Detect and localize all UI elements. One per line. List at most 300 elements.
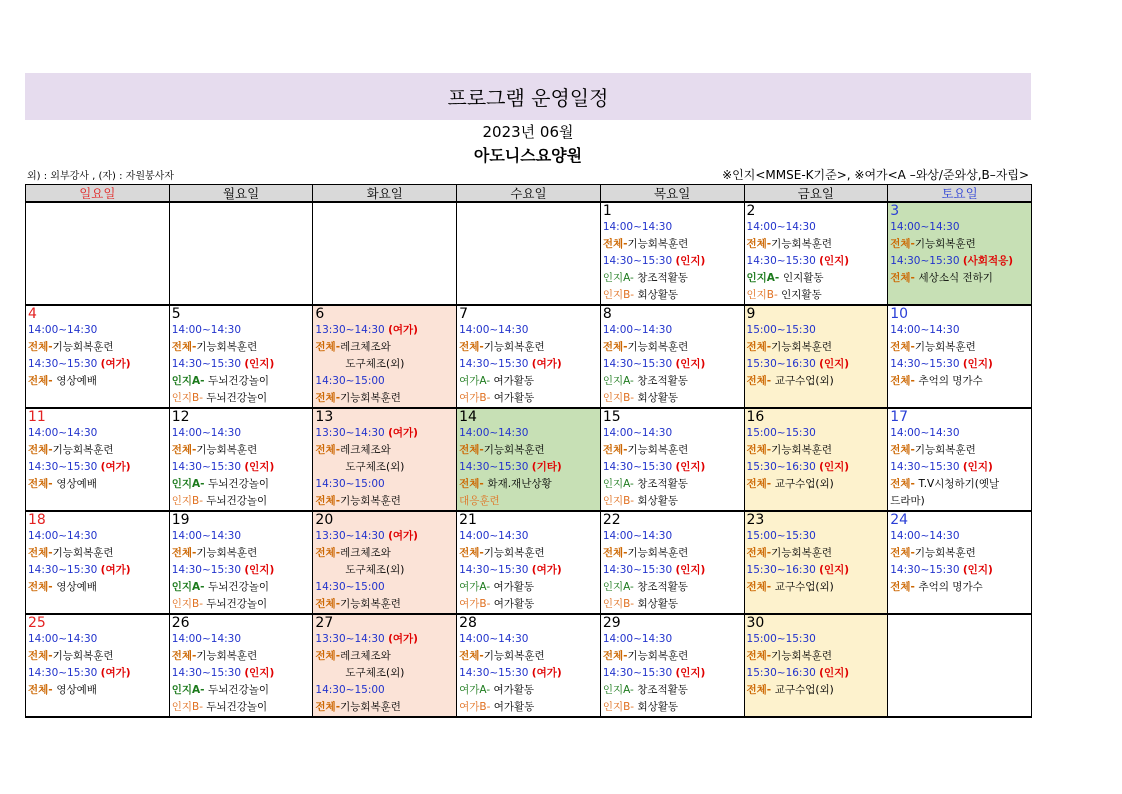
schedule-text: 전체- (890, 272, 919, 284)
schedule-text: (인지) (675, 461, 706, 473)
schedule-text: 여가활동 (493, 392, 535, 404)
day-number: 3 (890, 203, 900, 219)
day-cell (457, 408, 601, 511)
schedule-line (28, 356, 167, 373)
schedule-line (28, 682, 167, 699)
day-number: 1 (602, 203, 612, 219)
schedule-text: 여가활동 (493, 598, 535, 610)
schedule-text: 인지B- (602, 598, 638, 610)
schedule-text: 기능회복훈련 (914, 238, 976, 250)
schedule-text: 14:00~14:30 (602, 530, 673, 542)
day-cell (600, 408, 744, 511)
schedule-text: 기능회복훈련 (914, 341, 976, 353)
schedule-text: 기능회복훈련 (771, 341, 833, 353)
schedule-line (603, 596, 742, 613)
day-cell (26, 305, 170, 408)
schedule-text: 인지A- (602, 684, 638, 696)
schedule-text: 여가활동 (493, 581, 535, 593)
schedule-line (28, 545, 167, 562)
schedule-text: 인지A- (602, 272, 638, 284)
schedule-text: (여가) (388, 530, 418, 542)
schedule-text: 14:30~15:30 (28, 564, 101, 576)
schedule-text: 교구수업(외) (774, 375, 834, 387)
schedule-text: 15:00~15:30 (746, 633, 816, 645)
schedule-text: 기능회복훈련 (340, 495, 401, 507)
schedule-line (459, 579, 598, 596)
schedule-line (315, 699, 454, 716)
schedule-line (747, 373, 886, 390)
schedule-text: 14:00~14:30 (602, 427, 673, 439)
schedule-line (603, 287, 742, 304)
day-number: 12 (171, 409, 190, 425)
schedule-text: 14:30~15:30 (171, 358, 245, 370)
schedule-line (603, 648, 742, 665)
schedule-line (603, 253, 742, 270)
schedule-line (315, 596, 454, 613)
schedule-text: 전체- (890, 375, 919, 387)
schedule-text: (인지) (819, 667, 850, 679)
day-cell (457, 511, 601, 614)
schedule-text: 여가B- (459, 598, 494, 610)
schedule-text: 전체- (315, 547, 341, 559)
schedule-text: 영상예배 (56, 375, 97, 387)
schedule-text: 전체- (28, 650, 53, 662)
schedule-text: (여가) (388, 633, 418, 645)
schedule-text: 14:00~14:30 (602, 633, 673, 645)
schedule-text: 14:30~15:30 (459, 564, 532, 576)
day-number: 22 (602, 512, 621, 528)
schedule-line (172, 425, 311, 442)
schedule-text: (인지) (819, 564, 850, 576)
schedule-text: 전체- (602, 547, 628, 559)
schedule-text: 14:00~14:30 (28, 427, 98, 439)
schedule-text: 교구수업(외) (774, 684, 834, 696)
schedule-text: 인지B- (171, 495, 207, 507)
schedule-text: 14:00~14:30 (459, 427, 529, 439)
day-cell (26, 202, 170, 305)
schedule-text: 여가활동 (493, 701, 535, 713)
day-cell (26, 511, 170, 614)
schedule-text: 두뇌건강놀이 (206, 598, 268, 610)
schedule-text: 교구수업(외) (774, 478, 834, 490)
day-number: 24 (890, 512, 909, 528)
schedule-text: 기능회복훈련 (52, 650, 114, 662)
schedule-text: 전체- (315, 598, 341, 610)
schedule-text: 레크체조와 (340, 650, 391, 662)
schedule-text: 두뇌건강놀이 (208, 375, 269, 387)
day-number: 4 (28, 306, 37, 322)
schedule-text: 두뇌건강놀이 (206, 701, 268, 713)
schedule-text: 14:30~15:30 (602, 358, 676, 370)
schedule-line (459, 631, 598, 648)
schedule-text: (여가) (100, 461, 131, 473)
schedule-line (459, 459, 598, 476)
schedule-calendar (25, 184, 1032, 718)
schedule-line (747, 270, 886, 287)
schedule-text: 인지A- (746, 272, 783, 284)
day-cell (313, 408, 457, 511)
schedule-text: 전체- (890, 581, 919, 593)
weekday-thursday: 목요일 (600, 185, 744, 203)
schedule-text: 도구체조(외) (345, 461, 405, 473)
day-number: 11 (28, 409, 46, 425)
schedule-line (459, 682, 598, 699)
weekday-saturday: 토요일 (888, 185, 1032, 203)
schedule-text: 기능회복훈련 (771, 444, 833, 456)
schedule-text: 여가A- (459, 375, 494, 387)
day-cell (744, 408, 888, 511)
day-cell (600, 614, 744, 717)
schedule-text: 14:30~15:30 (746, 255, 820, 267)
schedule-text: 전체- (602, 341, 628, 353)
day-number: 14 (459, 409, 477, 425)
schedule-text: 두뇌건강놀이 (206, 495, 268, 507)
schedule-line (603, 373, 742, 390)
schedule-line (890, 562, 1029, 579)
schedule-line (890, 253, 1029, 270)
schedule-text: 여가B- (459, 392, 494, 404)
schedule-text: 14:30~15:30 (890, 461, 963, 473)
day-cell (744, 305, 888, 408)
schedule-text: 전체- (28, 547, 53, 559)
schedule-text: 14:30~15:30 (459, 667, 532, 679)
schedule-line (315, 545, 454, 562)
schedule-line (747, 236, 886, 253)
schedule-text: 14:00~14:30 (890, 221, 960, 233)
schedule-text: 기능회복훈련 (627, 444, 689, 456)
schedule-text: 전체- (746, 375, 775, 387)
schedule-line (315, 476, 454, 493)
facility-name: 아도니스요양원 (473, 146, 583, 165)
day-number: 26 (171, 615, 190, 631)
schedule-line (28, 442, 167, 459)
schedule-line (603, 562, 742, 579)
day-number: 30 (746, 615, 765, 631)
schedule-text: 영상예배 (56, 581, 97, 593)
schedule-line (747, 648, 886, 665)
day-cell (744, 511, 888, 614)
schedule-text: 기능회복훈련 (627, 650, 689, 662)
schedule-line (172, 390, 311, 407)
schedule-text: 14:30~15:00 (315, 478, 385, 490)
schedule-line (603, 459, 742, 476)
schedule-text: 창조적활동 (637, 581, 688, 593)
schedule-text: 전체- (315, 701, 341, 713)
schedule-text: 회상활동 (637, 392, 679, 404)
schedule-text: 여가A- (459, 581, 494, 593)
schedule-line (28, 528, 167, 545)
schedule-text: 인지B- (746, 289, 782, 301)
schedule-line (890, 219, 1029, 236)
weekday-tuesday: 화요일 (313, 185, 457, 203)
schedule-line (747, 219, 886, 236)
schedule-line (747, 425, 886, 442)
schedule-text: (여가) (531, 667, 562, 679)
schedule-text: 인지B- (602, 495, 638, 507)
schedule-line (459, 322, 598, 339)
schedule-line (459, 339, 598, 356)
schedule-text: 인지B- (602, 289, 638, 301)
day-cell (457, 305, 601, 408)
schedule-text: 도구체조(외) (345, 564, 405, 576)
schedule-text: 15:00~15:30 (746, 427, 816, 439)
schedule-text: 기능회복훈련 (196, 444, 258, 456)
schedule-text: 전체- (171, 547, 197, 559)
schedule-text: 전체- (28, 684, 57, 696)
schedule-line (459, 562, 598, 579)
schedule-line (459, 390, 598, 407)
schedule-text: 영상예배 (56, 478, 97, 490)
schedule-line (172, 322, 311, 339)
weekday-wednesday: 수요일 (457, 185, 601, 203)
schedule-text: 인지B- (602, 392, 638, 404)
schedule-text: 인지A- (171, 684, 209, 696)
schedule-text: 15:00~15:30 (746, 324, 816, 336)
schedule-text: 전체- (459, 341, 484, 353)
schedule-text: 회상활동 (637, 495, 679, 507)
schedule-text: (인지) (819, 255, 850, 267)
day-number: 16 (746, 409, 765, 425)
schedule-text: (인지) (962, 461, 993, 473)
schedule-line (172, 579, 311, 596)
schedule-text: 레크체조와 (340, 341, 391, 353)
schedule-text: 전체- (315, 341, 341, 353)
schedule-text: (여가) (531, 358, 562, 370)
schedule-text: 기능회복훈련 (627, 341, 689, 353)
schedule-line (459, 596, 598, 613)
schedule-text: (인지) (819, 461, 850, 473)
schedule-text: 전체- (315, 444, 341, 456)
schedule-text: 인지A- (602, 375, 638, 387)
schedule-text: 인지활동 (781, 289, 822, 301)
schedule-line (747, 253, 886, 270)
day-cell (600, 305, 744, 408)
schedule-text: 여가활동 (493, 684, 535, 696)
schedule-text: 화재.재난상황 (487, 478, 552, 490)
schedule-text: 전체- (746, 478, 775, 490)
day-cell (169, 408, 313, 511)
schedule-text: 전체- (746, 581, 775, 593)
schedule-text: 14:30~15:00 (315, 581, 385, 593)
schedule-text: 15:30~16:30 (746, 358, 820, 370)
schedule-text: 영상예배 (56, 684, 97, 696)
weekday-friday: 금요일 (744, 185, 888, 203)
schedule-text: 14:00~14:30 (171, 530, 242, 542)
schedule-text: 14:00~14:30 (28, 633, 98, 645)
day-cell (169, 614, 313, 717)
schedule-line (603, 699, 742, 716)
schedule-text: 두뇌건강놀이 (208, 478, 269, 490)
schedule-line (28, 459, 167, 476)
schedule-line (28, 579, 167, 596)
schedule-text: 14:30~15:30 (28, 461, 101, 473)
schedule-line (315, 459, 454, 476)
schedule-line (747, 339, 886, 356)
schedule-text: (인지) (244, 358, 275, 370)
schedule-line (172, 373, 311, 390)
schedule-text: 인지A- (171, 581, 209, 593)
schedule-line (172, 699, 311, 716)
schedule-text: 인지B- (171, 701, 207, 713)
schedule-text: 전체- (459, 547, 484, 559)
schedule-text: 기능회복훈련 (914, 547, 976, 559)
schedule-text: 기능회복훈련 (483, 341, 545, 353)
schedule-line (172, 476, 311, 493)
schedule-text: 기능회복훈련 (483, 444, 545, 456)
legend-left: 외) : 외부강사 , (자) : 자원봉사자 (27, 171, 174, 182)
schedule-text: 인지B- (171, 392, 207, 404)
schedule-text: 드라마) (890, 495, 925, 507)
schedule-text: 창조적활동 (637, 375, 688, 387)
schedule-line (459, 493, 598, 510)
schedule-line (603, 390, 742, 407)
schedule-text: (인지) (675, 667, 706, 679)
schedule-text: 전체- (459, 478, 488, 490)
day-cell (313, 305, 457, 408)
day-number: 18 (28, 512, 46, 528)
schedule-line (172, 356, 311, 373)
week-row (26, 511, 1032, 614)
schedule-text: 세상소식 전하기 (918, 272, 993, 284)
schedule-text: 기능회복훈련 (196, 547, 258, 559)
schedule-line (172, 562, 311, 579)
schedule-line (172, 493, 311, 510)
schedule-text: 14:30~15:30 (171, 461, 245, 473)
schedule-line (890, 476, 1029, 493)
schedule-line (890, 425, 1029, 442)
day-cell (313, 202, 457, 305)
schedule-line (603, 665, 742, 682)
schedule-text: 여가활동 (493, 375, 535, 387)
day-number: 9 (746, 306, 756, 322)
schedule-line (28, 631, 167, 648)
schedule-text: 여가A- (459, 684, 494, 696)
schedule-line (315, 631, 454, 648)
schedule-text: 전체- (602, 650, 628, 662)
schedule-line (459, 545, 598, 562)
schedule-line (459, 665, 598, 682)
day-number: 13 (315, 409, 334, 425)
schedule-line (28, 648, 167, 665)
schedule-line (172, 442, 311, 459)
schedule-text: 기능회복훈련 (483, 547, 545, 559)
schedule-line (890, 356, 1029, 373)
schedule-text: 회상활동 (637, 289, 679, 301)
schedule-text: 교구수업(외) (774, 581, 834, 593)
schedule-text: 전체- (171, 650, 197, 662)
schedule-text: 14:00~14:30 (890, 427, 960, 439)
day-number: 23 (746, 512, 765, 528)
schedule-text: 14:00~14:30 (171, 633, 242, 645)
day-cell (26, 408, 170, 511)
schedule-line (315, 562, 454, 579)
day-cell (888, 305, 1032, 408)
schedule-text: 전체- (746, 684, 775, 696)
weekday-sunday: 일요일 (26, 185, 170, 203)
schedule-text: 여가B- (459, 701, 494, 713)
day-number: 28 (459, 615, 477, 631)
schedule-text: 전체- (459, 444, 484, 456)
schedule-text: 전체- (890, 478, 919, 490)
schedule-text: 14:30~15:30 (602, 667, 676, 679)
schedule-text: (인지) (962, 564, 993, 576)
schedule-text: 14:00~14:30 (746, 221, 816, 233)
schedule-text: 전체- (746, 444, 772, 456)
schedule-text: 13:30~14:30 (315, 633, 389, 645)
day-cell (744, 614, 888, 717)
schedule-text: (인지) (675, 255, 706, 267)
schedule-line (603, 356, 742, 373)
schedule-text: 15:00~15:30 (746, 530, 816, 542)
schedule-line (890, 493, 1029, 510)
day-number: 7 (459, 306, 469, 322)
day-number: 27 (315, 615, 334, 631)
day-cell (457, 614, 601, 717)
schedule-line (315, 528, 454, 545)
week-row (26, 614, 1032, 717)
schedule-text: 전체- (602, 444, 628, 456)
day-number: 19 (171, 512, 190, 528)
schedule-text: 인지활동 (782, 272, 824, 284)
schedule-text: (여가) (100, 667, 131, 679)
schedule-text: 전체- (890, 341, 915, 353)
day-cell (313, 511, 457, 614)
schedule-text: 전체- (746, 547, 772, 559)
weekday-header-row (26, 185, 1032, 203)
schedule-line (747, 682, 886, 699)
schedule-text: 기능회복훈련 (196, 341, 258, 353)
schedule-text: 창조적활동 (637, 684, 688, 696)
schedule-text: 전체- (890, 547, 915, 559)
week-row (26, 408, 1032, 511)
schedule-text: (사회적응) (962, 255, 1014, 267)
schedule-text: 창조적활동 (637, 478, 688, 490)
schedule-line (172, 596, 311, 613)
schedule-line (890, 339, 1029, 356)
day-cell (888, 614, 1032, 717)
schedule-text: 두뇌건강놀이 (206, 392, 268, 404)
day-number: 5 (171, 306, 181, 322)
schedule-text: 14:00~14:30 (28, 324, 98, 336)
schedule-text: 인지B- (602, 701, 638, 713)
schedule-line (747, 476, 886, 493)
schedule-line (315, 425, 454, 442)
schedule-text: 전체- (746, 650, 772, 662)
schedule-text: 회상활동 (637, 701, 679, 713)
schedule-line (747, 545, 886, 562)
day-cell (744, 202, 888, 305)
schedule-line (28, 562, 167, 579)
schedule-text: 전체- (28, 375, 57, 387)
schedule-text: T.V시청하기(옛날 (918, 478, 1000, 490)
schedule-text: 두뇌건강놀이 (208, 684, 269, 696)
schedule-line (747, 665, 886, 682)
schedule-line (315, 442, 454, 459)
schedule-text: 전체- (28, 341, 53, 353)
schedule-text: 14:00~14:30 (890, 324, 960, 336)
schedule-line (603, 579, 742, 596)
schedule-line (603, 545, 742, 562)
day-cell (313, 614, 457, 717)
schedule-line (603, 219, 742, 236)
schedule-line (459, 425, 598, 442)
schedule-text: 도구체조(외) (345, 667, 405, 679)
day-number: 21 (459, 512, 477, 528)
day-number: 6 (315, 306, 325, 322)
schedule-text: 13:30~14:30 (315, 530, 389, 542)
day-cell (888, 511, 1032, 614)
schedule-line (890, 528, 1029, 545)
